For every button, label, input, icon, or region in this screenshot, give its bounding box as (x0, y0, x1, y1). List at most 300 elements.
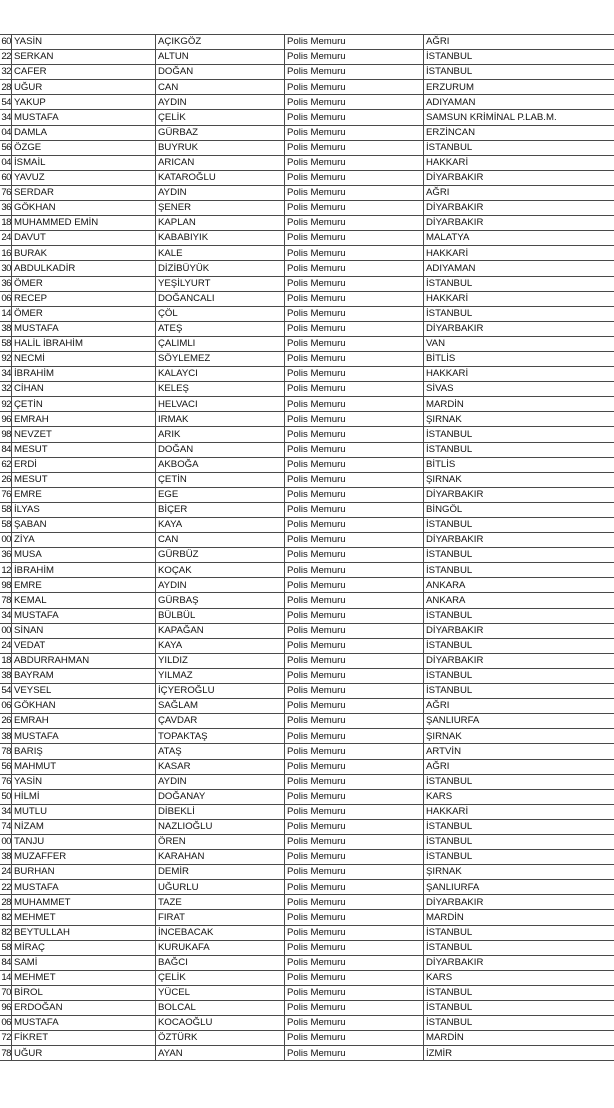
title-cell: Polis Memuru (285, 789, 424, 804)
last-name-cell: YÜCEL (156, 985, 285, 1000)
table-row (0, 427, 614, 442)
first-name-cell: MESUT (12, 442, 156, 457)
row-number-cell: 92 (0, 397, 12, 412)
row-number-cell: 36 (0, 201, 12, 216)
last-name-cell: KOCAOĞLU (156, 1016, 285, 1031)
first-name-cell: NECMİ (12, 351, 156, 366)
first-name-cell: NİZAM (12, 819, 156, 834)
last-name-cell: KAPLAN (156, 216, 285, 231)
last-name-cell: GÜRBAŞ (156, 593, 285, 608)
city-cell: DİYARBAKIR (424, 170, 614, 185)
first-name-cell: İBRAHİM (12, 367, 156, 382)
row-number-cell: 36 (0, 548, 12, 563)
table-row (0, 155, 614, 170)
last-name-cell: TAZE (156, 895, 285, 910)
last-name-cell: BÜLBÜL (156, 608, 285, 623)
city-cell: BİTLİS (424, 351, 614, 366)
row-number-cell: 98 (0, 427, 12, 442)
city-cell: HAKKARİ (424, 291, 614, 306)
city-cell: AĞRI (424, 35, 614, 50)
city-cell: İSTANBUL (424, 548, 614, 563)
city-cell: İSTANBUL (424, 518, 614, 533)
first-name-cell: UĞUR (12, 80, 156, 95)
title-cell: Polis Memuru (285, 336, 424, 351)
title-cell: Polis Memuru (285, 533, 424, 548)
table-row (0, 472, 614, 487)
table-row (0, 729, 614, 744)
last-name-cell: BİÇER (156, 502, 285, 517)
row-number-cell: 12 (0, 563, 12, 578)
title-cell: Polis Memuru (285, 563, 424, 578)
last-name-cell: ATAŞ (156, 744, 285, 759)
title-cell: Polis Memuru (285, 276, 424, 291)
city-cell: MARDİN (424, 1031, 614, 1046)
first-name-cell: SİNAN (12, 623, 156, 638)
personnel-list-sheet (0, 34, 614, 1061)
title-cell: Polis Memuru (285, 110, 424, 125)
table-row (0, 170, 614, 185)
title-cell: Polis Memuru (285, 608, 424, 623)
city-cell: VAN (424, 336, 614, 351)
city-cell: İSTANBUL (424, 834, 614, 849)
table-row (0, 276, 614, 291)
city-cell: ŞANLIURFA (424, 714, 614, 729)
first-name-cell: MUZAFFER (12, 850, 156, 865)
table-row (0, 216, 614, 231)
first-name-cell: MUSTAFA (12, 608, 156, 623)
city-cell: ŞIRNAK (424, 472, 614, 487)
first-name-cell: MUSTAFA (12, 880, 156, 895)
row-number-cell: 60 (0, 170, 12, 185)
city-cell: HAKKARİ (424, 804, 614, 819)
last-name-cell: KURUKAFA (156, 940, 285, 955)
table-row (0, 397, 614, 412)
row-number-cell: 78 (0, 744, 12, 759)
city-cell: İSTANBUL (424, 668, 614, 683)
first-name-cell: GÖKHAN (12, 699, 156, 714)
row-number-cell: 06 (0, 1016, 12, 1031)
city-cell: İSTANBUL (424, 925, 614, 940)
title-cell: Polis Memuru (285, 623, 424, 638)
first-name-cell: EMRE (12, 487, 156, 502)
row-number-cell: 82 (0, 925, 12, 940)
last-name-cell: HELVACI (156, 397, 285, 412)
table-row (0, 578, 614, 593)
last-name-cell: ÖREN (156, 834, 285, 849)
city-cell: İSTANBUL (424, 684, 614, 699)
last-name-cell: DİBEKLİ (156, 804, 285, 819)
city-cell: BİNGÖL (424, 502, 614, 517)
table-row (0, 865, 614, 880)
table-row (0, 125, 614, 140)
table-row (0, 563, 614, 578)
first-name-cell: İBRAHİM (12, 563, 156, 578)
city-cell: İSTANBUL (424, 638, 614, 653)
last-name-cell: ÇELİK (156, 970, 285, 985)
title-cell: Polis Memuru (285, 880, 424, 895)
last-name-cell: DOĞANCALI (156, 291, 285, 306)
table-row (0, 804, 614, 819)
title-cell: Polis Memuru (285, 548, 424, 563)
table-row (0, 336, 614, 351)
first-name-cell: BİROL (12, 985, 156, 1000)
first-name-cell: YASİN (12, 774, 156, 789)
title-cell: Polis Memuru (285, 759, 424, 774)
row-number-cell: 00 (0, 834, 12, 849)
row-number-cell: 98 (0, 578, 12, 593)
table-row (0, 955, 614, 970)
last-name-cell: GÜRBAZ (156, 125, 285, 140)
first-name-cell: BEYTULLAH (12, 925, 156, 940)
last-name-cell: SAĞLAM (156, 699, 285, 714)
first-name-cell: MUSTAFA (12, 321, 156, 336)
city-cell: DİYARBAKIR (424, 623, 614, 638)
row-number-cell: 24 (0, 638, 12, 653)
row-number-cell: 28 (0, 80, 12, 95)
title-cell: Polis Memuru (285, 955, 424, 970)
first-name-cell: GÖKHAN (12, 201, 156, 216)
first-name-cell: ÖMER (12, 306, 156, 321)
last-name-cell: İÇYEROĞLU (156, 684, 285, 699)
table-row (0, 895, 614, 910)
last-name-cell: BUYRUK (156, 140, 285, 155)
first-name-cell: MUHAMMED EMİN (12, 216, 156, 231)
city-cell: DİYARBAKIR (424, 955, 614, 970)
city-cell: SAMSUN KRİMİNAL P.LAB.M. (424, 110, 614, 125)
last-name-cell: AYDIN (156, 95, 285, 110)
first-name-cell: MEHMET (12, 910, 156, 925)
title-cell: Polis Memuru (285, 1001, 424, 1016)
first-name-cell: ÇETİN (12, 397, 156, 412)
first-name-cell: MUSTAFA (12, 729, 156, 744)
first-name-cell: MUTLU (12, 804, 156, 819)
table-row (0, 412, 614, 427)
first-name-cell: MUSA (12, 548, 156, 563)
title-cell: Polis Memuru (285, 321, 424, 336)
table-row (0, 382, 614, 397)
last-name-cell: BOLCAL (156, 1001, 285, 1016)
first-name-cell: BARIŞ (12, 744, 156, 759)
first-name-cell: UĞUR (12, 1046, 156, 1061)
table-row (0, 593, 614, 608)
first-name-cell: DAMLA (12, 125, 156, 140)
table-row (0, 50, 614, 65)
table-row (0, 653, 614, 668)
first-name-cell: MUSTAFA (12, 110, 156, 125)
table-row (0, 1031, 614, 1046)
last-name-cell: YEŞİLYURT (156, 276, 285, 291)
row-number-cell: 82 (0, 910, 12, 925)
title-cell: Polis Memuru (285, 578, 424, 593)
first-name-cell: CAFER (12, 65, 156, 80)
first-name-cell: MESUT (12, 472, 156, 487)
title-cell: Polis Memuru (285, 246, 424, 261)
title-cell: Polis Memuru (285, 850, 424, 865)
row-number-cell: 34 (0, 608, 12, 623)
table-row (0, 668, 614, 683)
first-name-cell: SAMİ (12, 955, 156, 970)
table-row (0, 925, 614, 940)
title-cell: Polis Memuru (285, 95, 424, 110)
row-number-cell: 74 (0, 819, 12, 834)
personnel-table-body (0, 35, 614, 1061)
title-cell: Polis Memuru (285, 1031, 424, 1046)
title-cell: Polis Memuru (285, 668, 424, 683)
title-cell: Polis Memuru (285, 231, 424, 246)
row-number-cell: 92 (0, 351, 12, 366)
table-row (0, 1001, 614, 1016)
last-name-cell: KARAHAN (156, 850, 285, 865)
row-number-cell: 22 (0, 50, 12, 65)
first-name-cell: ŞABAN (12, 518, 156, 533)
last-name-cell: DİZİBÜYÜK (156, 261, 285, 276)
row-number-cell: 72 (0, 1031, 12, 1046)
last-name-cell: AYDIN (156, 185, 285, 200)
last-name-cell: ÖZTÜRK (156, 1031, 285, 1046)
last-name-cell: YILDIZ (156, 653, 285, 668)
table-row (0, 457, 614, 472)
city-cell: MALATYA (424, 231, 614, 246)
table-row (0, 548, 614, 563)
title-cell: Polis Memuru (285, 367, 424, 382)
row-number-cell: 14 (0, 970, 12, 985)
last-name-cell: DEMİR (156, 865, 285, 880)
title-cell: Polis Memuru (285, 125, 424, 140)
title-cell: Polis Memuru (285, 699, 424, 714)
last-name-cell: KELEŞ (156, 382, 285, 397)
table-row (0, 442, 614, 457)
table-row (0, 759, 614, 774)
city-cell: İSTANBUL (424, 1001, 614, 1016)
last-name-cell: AÇIKGÖZ (156, 35, 285, 50)
first-name-cell: DAVUT (12, 231, 156, 246)
title-cell: Polis Memuru (285, 442, 424, 457)
row-number-cell: 56 (0, 140, 12, 155)
city-cell: HAKKARİ (424, 367, 614, 382)
last-name-cell: CAN (156, 80, 285, 95)
city-cell: İSTANBUL (424, 940, 614, 955)
last-name-cell: AYDIN (156, 578, 285, 593)
table-row (0, 638, 614, 653)
title-cell: Polis Memuru (285, 382, 424, 397)
row-number-cell: 58 (0, 336, 12, 351)
first-name-cell: HALİL İBRAHİM (12, 336, 156, 351)
table-row (0, 110, 614, 125)
table-row (0, 684, 614, 699)
row-number-cell: 38 (0, 729, 12, 744)
title-cell: Polis Memuru (285, 261, 424, 276)
row-number-cell: 96 (0, 1001, 12, 1016)
last-name-cell: NAZLIOĞLU (156, 819, 285, 834)
title-cell: Polis Memuru (285, 653, 424, 668)
first-name-cell: MİRAÇ (12, 940, 156, 955)
last-name-cell: ÇETİN (156, 472, 285, 487)
last-name-cell: İNCEBACAK (156, 925, 285, 940)
row-number-cell: 32 (0, 65, 12, 80)
table-row (0, 714, 614, 729)
table-row (0, 940, 614, 955)
row-number-cell: 54 (0, 95, 12, 110)
city-cell: DİYARBAKIR (424, 533, 614, 548)
table-row (0, 185, 614, 200)
row-number-cell: 30 (0, 261, 12, 276)
last-name-cell: IRMAK (156, 412, 285, 427)
title-cell: Polis Memuru (285, 744, 424, 759)
last-name-cell: KABABIYIK (156, 231, 285, 246)
city-cell: İSTANBUL (424, 306, 614, 321)
city-cell: DİYARBAKIR (424, 216, 614, 231)
table-row (0, 1046, 614, 1061)
title-cell: Polis Memuru (285, 638, 424, 653)
last-name-cell: ŞENER (156, 201, 285, 216)
title-cell: Polis Memuru (285, 895, 424, 910)
city-cell: DİYARBAKIR (424, 653, 614, 668)
row-number-cell: 04 (0, 125, 12, 140)
last-name-cell: YILMAZ (156, 668, 285, 683)
title-cell: Polis Memuru (285, 518, 424, 533)
title-cell: Polis Memuru (285, 1016, 424, 1031)
row-number-cell: 34 (0, 367, 12, 382)
row-number-cell: 96 (0, 412, 12, 427)
table-row (0, 291, 614, 306)
city-cell: DİYARBAKIR (424, 321, 614, 336)
city-cell: ŞIRNAK (424, 865, 614, 880)
table-row (0, 502, 614, 517)
title-cell: Polis Memuru (285, 155, 424, 170)
city-cell: İSTANBUL (424, 774, 614, 789)
city-cell: İSTANBUL (424, 1016, 614, 1031)
last-name-cell: AKBOĞA (156, 457, 285, 472)
title-cell: Polis Memuru (285, 216, 424, 231)
title-cell: Polis Memuru (285, 65, 424, 80)
last-name-cell: KAPAĞAN (156, 623, 285, 638)
last-name-cell: KASAR (156, 759, 285, 774)
title-cell: Polis Memuru (285, 925, 424, 940)
city-cell: BİTLİS (424, 457, 614, 472)
title-cell: Polis Memuru (285, 140, 424, 155)
title-cell: Polis Memuru (285, 940, 424, 955)
city-cell: DİYARBAKIR (424, 487, 614, 502)
title-cell: Polis Memuru (285, 834, 424, 849)
city-cell: ANKARA (424, 593, 614, 608)
last-name-cell: KOÇAK (156, 563, 285, 578)
table-row (0, 487, 614, 502)
table-row (0, 95, 614, 110)
last-name-cell: ATEŞ (156, 321, 285, 336)
table-row (0, 623, 614, 638)
first-name-cell: ERDİ (12, 457, 156, 472)
last-name-cell: ARICAN (156, 155, 285, 170)
last-name-cell: KALE (156, 246, 285, 261)
first-name-cell: VEYSEL (12, 684, 156, 699)
row-number-cell: 56 (0, 759, 12, 774)
table-row (0, 910, 614, 925)
last-name-cell: ALTUN (156, 50, 285, 65)
table-row (0, 533, 614, 548)
table-row (0, 774, 614, 789)
title-cell: Polis Memuru (285, 291, 424, 306)
first-name-cell: BURHAN (12, 865, 156, 880)
table-row (0, 140, 614, 155)
title-cell: Polis Memuru (285, 502, 424, 517)
first-name-cell: ÖMER (12, 276, 156, 291)
title-cell: Polis Memuru (285, 819, 424, 834)
row-number-cell: 18 (0, 653, 12, 668)
row-number-cell: 54 (0, 684, 12, 699)
city-cell: İSTANBUL (424, 50, 614, 65)
first-name-cell: MEHMET (12, 970, 156, 985)
row-number-cell: 58 (0, 518, 12, 533)
city-cell: AĞRI (424, 185, 614, 200)
table-row (0, 850, 614, 865)
city-cell: MARDİN (424, 397, 614, 412)
city-cell: ŞIRNAK (424, 729, 614, 744)
first-name-cell: YASİN (12, 35, 156, 50)
table-row (0, 80, 614, 95)
last-name-cell: ÇALIMLI (156, 336, 285, 351)
row-number-cell: 34 (0, 110, 12, 125)
table-row (0, 1016, 614, 1031)
row-number-cell: 84 (0, 442, 12, 457)
first-name-cell: ÖZGE (12, 140, 156, 155)
row-number-cell: 78 (0, 593, 12, 608)
last-name-cell: BAĞCI (156, 955, 285, 970)
first-name-cell: EMRAH (12, 714, 156, 729)
city-cell: ERZURUM (424, 80, 614, 95)
last-name-cell: KAYA (156, 638, 285, 653)
city-cell: DİYARBAKIR (424, 895, 614, 910)
first-name-cell: İLYAS (12, 502, 156, 517)
row-number-cell: 28 (0, 895, 12, 910)
row-number-cell: 26 (0, 714, 12, 729)
first-name-cell: BAYRAM (12, 668, 156, 683)
city-cell: KARS (424, 970, 614, 985)
row-number-cell: 04 (0, 155, 12, 170)
city-cell: HAKKARİ (424, 155, 614, 170)
first-name-cell: MAHMUT (12, 759, 156, 774)
row-number-cell: 14 (0, 306, 12, 321)
table-row (0, 367, 614, 382)
row-number-cell: 18 (0, 216, 12, 231)
row-number-cell: 06 (0, 699, 12, 714)
title-cell: Polis Memuru (285, 714, 424, 729)
first-name-cell: ABDURRAHMAN (12, 653, 156, 668)
title-cell: Polis Memuru (285, 910, 424, 925)
title-cell: Polis Memuru (285, 185, 424, 200)
table-row (0, 306, 614, 321)
last-name-cell: AYAN (156, 1046, 285, 1061)
title-cell: Polis Memuru (285, 865, 424, 880)
row-number-cell: 00 (0, 623, 12, 638)
row-number-cell: 70 (0, 985, 12, 1000)
first-name-cell: MUSTAFA (12, 1016, 156, 1031)
city-cell: KARS (424, 789, 614, 804)
city-cell: SİVAS (424, 382, 614, 397)
city-cell: İSTANBUL (424, 608, 614, 623)
title-cell: Polis Memuru (285, 472, 424, 487)
city-cell: ŞANLIURFA (424, 880, 614, 895)
last-name-cell: TOPAKTAŞ (156, 729, 285, 744)
table-row (0, 231, 614, 246)
city-cell: İSTANBUL (424, 985, 614, 1000)
table-row (0, 834, 614, 849)
row-number-cell: 34 (0, 804, 12, 819)
title-cell: Polis Memuru (285, 412, 424, 427)
city-cell: MARDİN (424, 910, 614, 925)
table-row (0, 819, 614, 834)
city-cell: ANKARA (424, 578, 614, 593)
city-cell: ŞIRNAK (424, 412, 614, 427)
